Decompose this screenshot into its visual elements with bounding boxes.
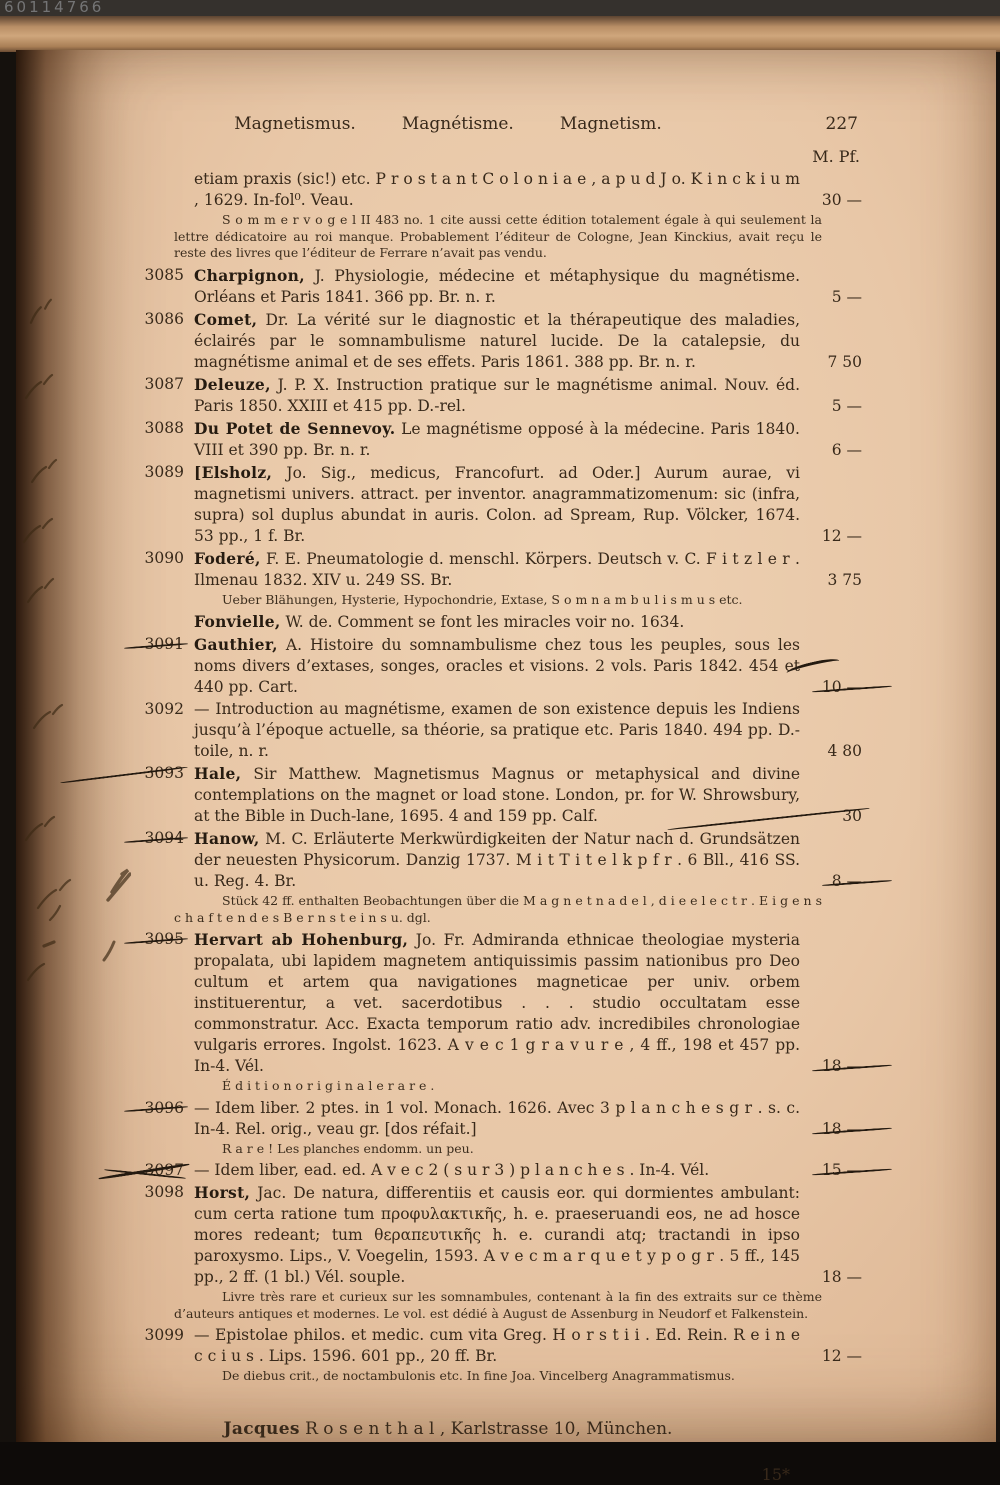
price-column-header: M. Pf. [812,147,860,166]
catalog-entry [138,634,870,698]
entry-price [800,570,870,591]
entry-text: Du Potet de Sennevoy. Le magnétisme opposé à la médecine. Paris 1840. VIII et 390 pp. Br. n. r. [194,418,800,459]
entry-number: 3092 [144,700,184,718]
entry-price [800,1056,870,1077]
catalog-entry [138,763,870,827]
entry-price [800,1267,870,1288]
catalog-entry [138,1098,870,1140]
entry-number: 3099 [144,1326,184,1344]
catalog-entry [138,462,870,547]
entry-number: 3093 [138,763,184,784]
entry-author: Gauthier, [194,635,278,654]
entry-text: Comet, Dr. La vérité sur le diagnostic et la thérapeutique des maladies, éclairés par le somnambulisme naturel lucide. De la catalepsie, du magnétisme animal et de ses effets. Paris 1861. 388 pp. Br. n. r. [194,309,800,371]
entry-price-value: 10 — [821,678,862,696]
entry-text: etiam praxis (sic!) etc. P r o s t a n t C o l o n i a e , a p u d J o. K i n c k i u m , 1629. In-fol⁰. Veau. [194,170,800,209]
catalog-entry [138,1325,870,1367]
entry-price-value: 30 [842,807,862,825]
entry-price-value: 7 50 [827,352,862,371]
entry-price-value: 12 — [821,526,862,545]
entry-number: 3096 [138,1098,184,1119]
entry-price [800,190,870,211]
running-titles [138,114,758,135]
entry-price [800,440,870,461]
entry-text: Hanow, M. C. Erläuterte Merkwürdigkeiten der Natur nach d. Grundsätzen der neuesten Physicorum. Danzig 1737. M i t T i t e l k p f r . 6 Bll., 416 SS. u. Reg. 4. Br. [194,829,800,890]
entry-author: [Elsholz, [194,462,273,482]
entry-number: 3097 [138,1160,184,1181]
catalog-entry [138,611,870,633]
page-content [138,114,870,1485]
entry-price [800,396,870,417]
entry-author: Comet, [194,309,258,329]
page-number: 227 [825,114,858,134]
entry-author: Du Potet de Sennevoy. [194,418,396,438]
catalog-entry [138,1160,870,1181]
entry-price-value: 6 — [831,440,862,459]
entry-author: Hale, [194,764,242,783]
scanner-background [0,0,1000,16]
catalog-page [16,50,996,1484]
entry-text: Hervart ab Hohenburg, Jo. Fr. Admiranda ethnicae theologiae mysteria propalata, ubi lapidem magnetem antiquissimis passim nationibus pro Deo cultum et artem qua navigationes magneticae per univ. orbem instituerentur, a vet. sacerdotibus . . . studio occultatam esse commonstratur. Acc. Exacta temporum ratio adv. incredibiles chronologiae vulgaris errores. Ingolst. 1623. A v e c 1 g r a v u r e , 4 ff., 198 et 457 pp. In-4. Vél. [194,930,800,1075]
entry-note: É d i t i o n o r i g i n a l e r a r e . [222,1078,435,1093]
catalog-entry [138,828,870,892]
catalog-entry [138,418,870,461]
entry-text: — Introduction au magnétisme, examen de son existence depuis les Indiens jusqu’à l’époque actuelle, sa théorie, sa pratique etc. Paris 1840. 494 pp. D.-toile, n. r. [194,700,800,760]
entry-author: Deleuze, [194,374,271,394]
entry-text: [Elsholz, Jo. Sig., medicus, Francofurt. ad Oder.] Aurum aurae, vi magnetismi univers. attract. per inventor. anagrammatizomenum: sic (infra, supra) sol duplus abundat in auris. Colon. ad Spream, Rup. Völcker, 1674. 53 pp., 1 f. Br. [194,462,800,545]
entry-author: Horst, [194,1183,251,1202]
entry-price [800,1346,870,1367]
entry-text: Horst, Jac. De natura, differentiis et causis eor. qui dormientes ambulant: cum certa ratione tum προφυλακτικῆς, h. e. praeseruandi eos, ne ad hosce mores redeant; tum θεραπευτικῆς h. e. curandi atq; tractandi in ipso paroxysmo. Lips., V. Voegelin, 1593. A v e c m a r q u e t y p o g r . 5 ff., 145 pp., 2 ff. (1 bl.) Vél. souple. [194,1183,800,1286]
catalog-entries [138,169,870,1385]
catalog-entry [138,929,870,1077]
entry-text: Fonvielle, W. de. Comment se font les miracles voir no. 1634. [194,612,685,631]
entry-note: Livre très rare et curieux sur les somnambules, contenant à la fin des extraits sur ce thème d’auteurs antiques et modernes. Le vol. est dédié à August de Assenburg in Neudorf et Falkenstein. [174,1289,822,1321]
catalog-entry [138,265,870,308]
catalog-entry [138,169,870,211]
entry-author: Hanow, [194,829,260,848]
catalog-entry [138,1182,870,1288]
entry-text: Charpignon, J. Physiologie, médecine et métaphysique du magnétisme. Orléans et Paris 1841. 366 pp. Br. n. r. [194,265,800,306]
catalog-entry [138,309,870,373]
entry-price [800,352,870,373]
entry-text: Deleuze, J. P. X. Instruction pratique sur le magnétisme animal. Nouv. éd. Paris 1850. XXIII et 415 pp. D.-rel. [194,374,800,415]
entry-author: Charpignon, [194,265,305,285]
catalog-entry [138,699,870,762]
entry-author: Fonvielle, [194,612,281,631]
entry-number: 3094 [138,828,184,849]
entry-number: 3088 [144,418,184,437]
title-german: Magnetismus. [234,114,356,134]
entry-price-value: 15 — [821,1161,862,1179]
title-english: Magnetism. [559,114,662,134]
bookseller-imprint [138,1419,758,1440]
entry-text: — Idem liber. 2 ptes. in 1 vol. Monach. 1626. Avec 3 p l a n c h e s g r . s. c. In-4. Rel. orig., veau gr. [dos réfait.] [194,1098,800,1138]
entry-price-value: 5 — [831,396,862,415]
imprint-address: R o s e n t h a l , Karlstrasse 10, München. [299,1418,673,1439]
book-top-edge [0,16,1000,52]
entry-price [800,287,870,308]
entry-price [800,741,870,762]
entry-price-value: 30 — [821,191,862,209]
entry-text: — Epistolae philos. et medic. cum vita Greg. H o r s t i i . Ed. Rein. R e i n e c c i u s . Lips. 1596. 601 pp., 20 ff. Br. [194,1326,800,1365]
page-header [138,114,870,138]
entry-note: Stück 42 ff. enthalten Beobachtungen über die M a g n e t n a d e l , d i e e l e c t r . E i g e n s c h a f t e n d e s B e r n s t e i n s u. dgl. [174,893,822,925]
entry-price-value: 4 80 [827,742,862,760]
entry-note: De diebus crit., de noctambulonis etc. In fine Joa. Vincelberg Anagrammatismus. [222,1368,735,1383]
entry-price [800,806,870,827]
entry-number: 3086 [144,309,184,328]
entry-price [800,1119,870,1140]
entry-text: Gauthier, A. Histoire du somnambulisme chez tous les peuples, sous les noms divers d’extases, songes, oracles et visions. 2 vols. Paris 1842. 454 et 440 pp. Cart. [194,635,800,696]
entry-text: — Idem liber, ead. ed. A v e c 2 ( s u r 3 ) p l a n c h e s . In-4. Vél. [194,1161,710,1179]
entry-price-value: 18 — [821,1268,862,1286]
entry-price-value: 5 — [831,287,862,306]
entry-price [800,1160,870,1181]
entry-author: Hervart ab Hohenburg, [194,930,409,949]
entry-note: Ueber Blähungen, Hysterie, Hypochondrie, Extase, S o m n a m b u l i s m u s etc. [222,591,743,607]
entry-text: Hale, Sir Matthew. Magnetismus Magnus or metaphysical and divine contemplations on the magnet or load stone. London, pr. for W. Shrowsbury, at the Bible in Duch-lane, 1695. 4 and 159 pp. Calf. [194,764,800,825]
entry-number: 3085 [144,265,184,284]
entry-price-value: 18 — [821,1057,862,1075]
entry-price-value: 8 — [831,872,862,890]
entry-number: 3091 [138,634,184,655]
entry-number: 3095 [138,929,184,950]
entry-price [800,871,870,892]
imprint-name: Jacques [223,1418,300,1439]
entry-note: S o m m e r v o g e l II 483 no. 1 cite aussi cette édition totalement égale à qui seulement la lettre dédicatoire au roi manque. Probablement l’éditeur de Cologne, Jean Kinckius, avait reçu le reste des livres que l’éditeur de Ferrare n’avait pas vendu. [174,212,822,260]
entry-price-value: 18 — [821,1119,862,1138]
entry-note: R a r e ! Les planches endomm. un peu. [222,1140,474,1156]
entry-number: 3087 [144,374,184,393]
catalog-entry [138,548,870,591]
scan-id-watermark: 60114766 [4,0,105,16]
entry-price-value: 12 — [821,1347,862,1365]
entry-price [800,526,870,547]
entry-number: 3098 [144,1183,184,1201]
entry-price [800,677,870,698]
signature-mark: 15* [761,1464,790,1484]
entry-number: 3090 [144,548,184,567]
entry-author: Foderé, [194,548,261,568]
catalog-entry [138,374,870,417]
entry-number: 3089 [144,462,184,481]
title-french: Magnétisme. [401,114,514,134]
entry-price-value: 3 75 [827,570,862,589]
entry-text: Foderé, F. E. Pneumatologie d. menschl. Körpers. Deutsch v. C. F i t z l e r . Ilmenau 1832. XIV u. 249 SS. Br. [194,548,800,589]
